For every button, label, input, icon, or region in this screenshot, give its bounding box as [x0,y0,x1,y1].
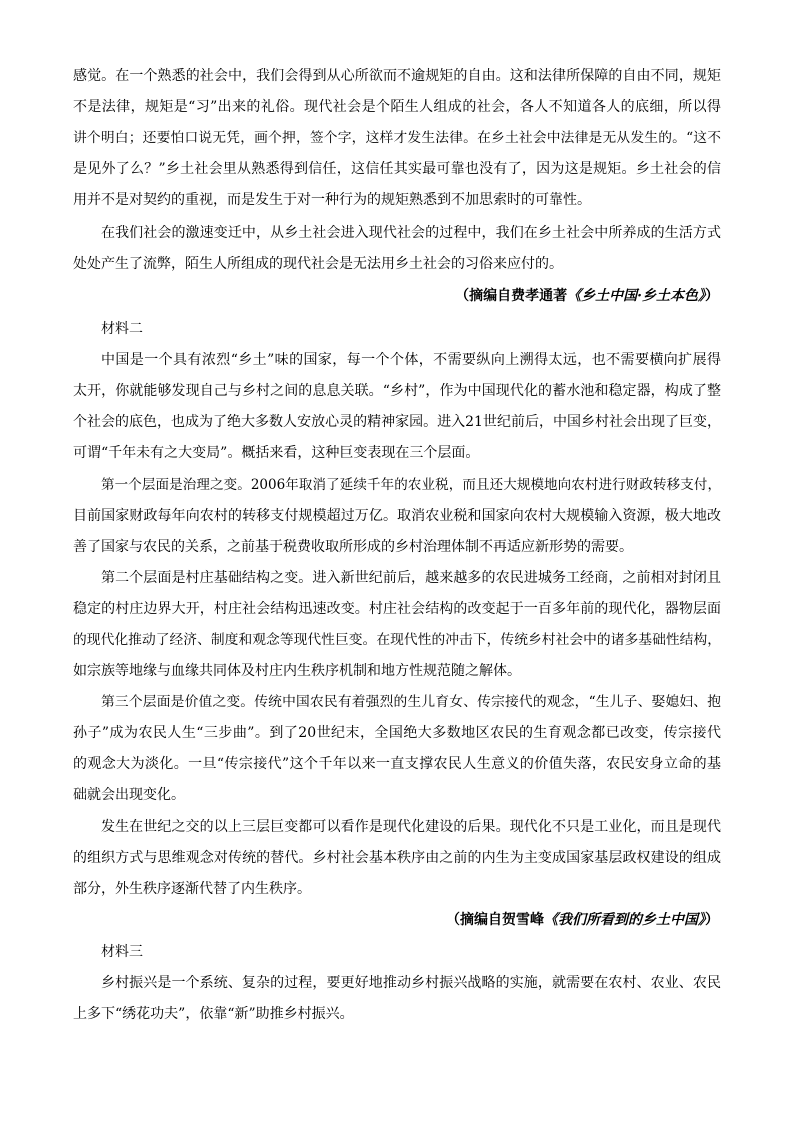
para5-line: 的现代化推动了经济、制度和观念等现代性巨变。在现代性的冲击下，传统乡村社会中的诸多基础性结构， [73,632,721,648]
para3-line: 可谓“千年未有之大变局”。概括来看，这种巨变表现在三个层面。 [73,445,480,461]
para1-line: 不是法律，规矩是“习”出来的礼俗。现代社会是个陌生人组成的社会，各人不知道各人的底细，所以得 [73,99,721,115]
source-citation-2 [73,908,719,932]
para4-line: 目前国家财政每年向农村的转移支付规模超过万亿。取消农业税和国家向农村大规模输入资源，极大地改 [73,508,721,524]
source-citation-1 [73,284,719,308]
para7-line: 部分，外生秩序逐渐代替了内生秩序。 [73,881,311,897]
para1-line: 讲个明白；还要怕口说无凭，画个押，签个字，这样才发生法律。在乡土社会中法律是无从发生的。“这不 [73,130,721,146]
para3-line: 中国是一个具有浓烈“乡土”味的国家，每一个个体，不需要纵向上溯得太远，也不需要横向扩展得 [101,352,721,368]
para6-line: 础就会出现变化。 [73,787,185,803]
para8-line: 乡村振兴是一个系统、复杂的过程，要更好地推动乡村振兴战略的实施，就需要在农村、农业、农民 [101,975,721,991]
para3-line: 个社会的底色，也成为了绝大多数人安放心灵的精神家园。进入21世纪前后，中国乡村社会出现了巨变， [73,414,721,430]
source-suffix: ） [705,288,719,304]
source-prefix: （摘编自费孝通著 [455,288,568,304]
para6-line: 第三个层面是价值之变。传统中国农民有着强烈的生儿育女、传宗接代的观念，“生儿子、娶媳妇、抱 [101,694,721,710]
para6-line: 的观念大为淡化。一旦“传宗接代”这个千年以来一直支撑农民人生意义的价值失落，农民安身立命的基 [73,756,721,772]
para8-line: 上多下“绣花功夫”，依靠“新”助推乡村振兴。 [73,1006,354,1022]
source-book-title: 《乡土中国·乡土本色》 [567,288,705,304]
material-heading-3: 材料三 [101,944,143,960]
para2-line: 处处产生了流弊，陌生人所组成的现代社会是无法用乡土社会的习俗来应付的。 [73,256,563,272]
para5-line: 如宗族等地缘与血缘共同体及村庄内生秩序机制和地方性规范随之解体。 [73,663,521,679]
para6-line: 孙子”成为农民人生“三步曲”。到了20世纪末，全国绝大多数地区农民的生育观念都已改变，传宗接代 [73,725,721,741]
para7-line: 的组织方式与思维观念对传统的替代。乡村社会基本秩序由之前的内生为主变成国家基层政权建设的组成 [73,850,721,866]
material-heading-2: 材料二 [101,321,143,337]
para2-line: 在我们社会的激速变迁中，从乡土社会进入现代社会的过程中，我们在乡土社会中所养成的生活方式 [101,225,721,241]
para4-line: 善了国家与农民的关系，之前基于税费收取所形成的乡村治理体制不再适应新形势的需要。 [73,539,633,555]
para1-line: 是见外了么？”乡土社会里从熟悉得到信任，这信任其实最可靠也没有了，因为这是规矩。乡土社会的信 [73,161,721,177]
para4-line: 第一个层面是治理之变。2006年取消了延续千年的农业税，而且还大规模地向农村进行财政转移支付， [101,477,721,493]
para7-line: 发生在世纪之交的以上三层巨变都可以看作是现代化建设的后果。现代化不只是工业化，而且是现代 [101,819,721,835]
source-prefix: （摘编自贺雪峰 [446,912,544,928]
source-book-title: 《我们所看到的乡土中国》 [544,912,705,928]
para1-line: 感觉。在一个熟悉的社会中，我们会得到从心所欲而不逾规矩的自由。这和法律所保障的自由不同，规矩 [73,68,721,84]
para1-line: 用并不是对契约的重视，而是发生于对一种行为的规矩熟悉到不加思索时的可靠性。 [73,192,591,208]
source-suffix: ） [705,912,719,928]
para3-line: 太开，你就能够发现自己与乡村之间的息息关联。“乡村”，作为中国现代化的蓄水池和稳定器，构成了整 [73,383,721,399]
para5-line: 稳定的村庄边界大开，村庄社会结构迅速改变。村庄社会结构的改变起于一百多年前的现代化，器物层面 [73,601,721,617]
para5-line: 第二个层面是村庄基础结构之变。进入新世纪前后，越来越多的农民进城务工经商，之前相对封闭且 [101,570,721,586]
